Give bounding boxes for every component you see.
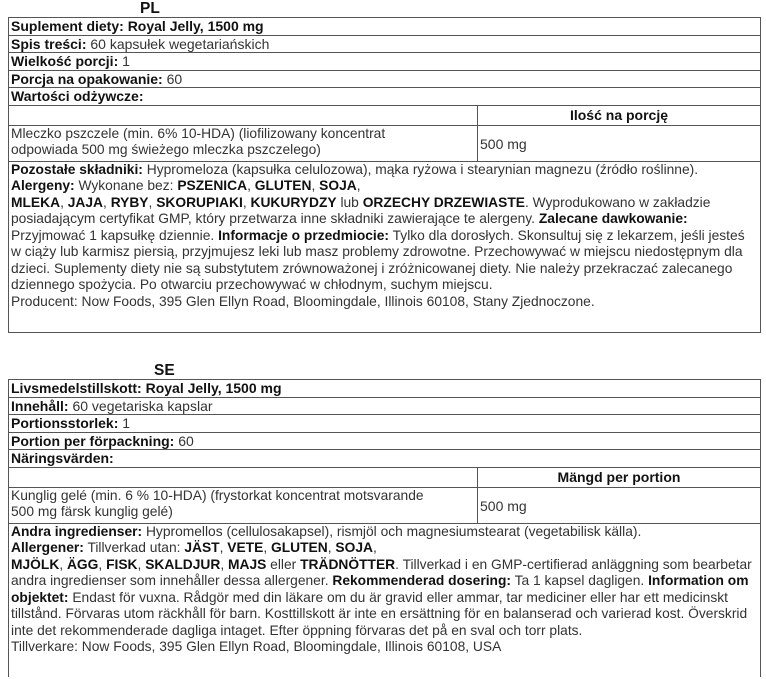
supplement-label: Suplement diety: xyxy=(11,18,124,34)
nutrition-label: Wartości odżywcze: xyxy=(11,88,144,104)
ingredient-line-1: Mleczko pszczele (min. 6% 10-HDA) (liofilizowany koncentrat xyxy=(11,125,386,141)
servings-label: Portion per förpackning: xyxy=(11,432,175,449)
label-box-pl xyxy=(8,17,761,333)
other-ingredients xyxy=(11,524,758,541)
amount-header: Mängd per portion xyxy=(557,468,681,485)
servings-value: 60 xyxy=(178,432,194,449)
allergens-block: MJÖLK, ÄGG, FISK, SKALDJUR, MAJS eller TRÄDNÖTTER. Tillverkad i en GMP-certifierad anläggning som bearbetar andra ingredienser som innehåller dessa allergener. Rekommenderad dosering: Ta 1 kapsel dagligen. Information om objektet: Endast för vuxna. Rådgör med din läkare om du är gravid eller ammar, tar mediciner eller har ett medicinskt tillstånd. Förvaras utom räckhåll för barn. Kosttillskott är inte en ersättning för en balanserad och varierad kost. Överskrid inte det rekommenderade dagliga intaget. Efter öppning förvaras det på en sval och torr plats. xyxy=(11,556,752,638)
serving-label: Wielkość porcji: xyxy=(11,53,119,69)
allergen: MLEKA xyxy=(11,194,61,210)
allergen: JÄST xyxy=(184,540,220,555)
servings-row xyxy=(9,71,760,89)
producer: Tillverkare: Now Foods, 395 Glen Ellyn Road, Bloomingdale, Illinois 60108, USA xyxy=(11,639,502,654)
info-label: Informacje o przedmiocie: xyxy=(218,227,390,243)
allergen: KUKURYDZY xyxy=(250,194,337,210)
nutrition-table-row xyxy=(9,488,760,524)
serving-row xyxy=(9,415,760,433)
other-label: Andra ingredienser: xyxy=(11,523,143,539)
nutrition-table-header xyxy=(9,106,760,126)
contents-row xyxy=(9,36,760,54)
servings-row xyxy=(9,433,760,451)
allergen: JAJA xyxy=(67,194,104,210)
serving-row xyxy=(9,53,760,71)
allergen: MJÖLK xyxy=(11,556,60,572)
ingredient-line-1: Kunglig gelé (min. 6 % 10-HDA) (frystorkat koncentrat motsvarande xyxy=(11,487,424,503)
nutrition-table-header xyxy=(9,468,760,488)
other-label: Pozostałe składniki: xyxy=(11,161,143,177)
allergen: PSZENICA xyxy=(177,178,248,193)
contents-label: Spis treści: xyxy=(11,35,87,52)
nutrition-table-row xyxy=(9,126,760,162)
label-box-se xyxy=(8,379,761,677)
ingredient-amount: 500 mg xyxy=(480,497,527,514)
allergens-block: MLEKA, JAJA, RYBY, SKORUPIAKI, KUKURYDZY lub ORZECHY DRZEWIASTE. Wyprodukowano w zakładzie posiadającym certyfikat GMP, który przetwarza inne składniki zawierające te alergeny. Zalecane dawkowanie: Przyjmować 1 kapsułkę dziennie. Informacje o przedmiocie: Tylko dla dorosłych. Skonsultuj się z lekarzem, jeśli jesteś w ciąży lub karmisz piersią, przyjmujesz leki lub masz problemy zdrowotne. Przechowywać w miejscu niedostępnym dla dzieci. Suplementy diety nie są substytutem zrównoważonej i zróżnicowanej diety. Nie należy przekraczać zalecanego dziennego spożycia. Po otwarciu przechowywać w chłodnym, suchym miejscu. xyxy=(11,194,745,292)
ingredient-cell xyxy=(9,126,478,161)
lang-heading-pl: PL xyxy=(140,0,160,17)
supplement-row xyxy=(9,380,760,398)
producer: Producent: Now Foods, 395 Glen Ellyn Road, Bloomingdale, Illinois 60108, Stany Zjednoczone. xyxy=(11,293,595,309)
info-value: Tylko dla dorosłych. Skonsultuj się z lekarzem, jeśli jesteś w ciąży lub karmisz piersią, przyjmujesz leki lub masz problemy zdrowotne. Przechowywać w miejscu niedostępnym dla dzieci. Suplementy diety nie są substytutem zrównoważonej i zróżnicowanej diety. Nie należy przekraczać zalecanego dziennego spożycia. Po otwarciu przechowywać w chłodnym, suchym miejscu. xyxy=(11,227,745,292)
ingredient-cell xyxy=(9,488,478,523)
allergen: FISK xyxy=(106,556,138,572)
ingredient-line-2: 500 mg färsk kunglig gelé) xyxy=(11,504,173,519)
supplement-label: Livsmedelstillskott: xyxy=(11,380,142,396)
other-value: Hypromeloza (kapsułka celulozowa), mąka ryżowa i stearynian magnezu (źródło roślinne). xyxy=(146,161,699,177)
other-ingredients xyxy=(11,162,758,179)
allergen: SOJA xyxy=(319,178,357,193)
header-empty-cell xyxy=(9,106,478,125)
details-paragraph xyxy=(9,524,760,656)
header-empty-cell xyxy=(9,468,478,487)
allergens-label: Alergeny: xyxy=(11,178,75,193)
allergen: ÄGG xyxy=(66,556,99,572)
serving-label: Portionsstorlek: xyxy=(11,415,119,431)
allergen: SKORUPIAKI xyxy=(156,194,243,210)
allergens-intro: Tillverkad utan: xyxy=(87,540,181,555)
allergen: RYBY xyxy=(110,194,149,210)
dosage-value: Przyjmować 1 kapsułkę dziennie. xyxy=(11,227,215,243)
allergen-or: lub xyxy=(340,194,359,210)
servings-value: 60 xyxy=(166,70,183,87)
ingredient-amount: 500 mg xyxy=(480,135,527,152)
contents-value: 60 kapsułek wegetariańskich xyxy=(90,35,270,52)
contents-label: Innehåll: xyxy=(11,397,69,414)
allergens-text: Tillverkad i en GMP-certifierad anläggning som bearbetar andra ingredienser som innehåller dessa allergener. xyxy=(11,556,752,588)
allergen: GLUTEN xyxy=(254,178,312,193)
allergen: SKALDJUR xyxy=(145,556,221,572)
allergen: TRÄDNÖTTER xyxy=(300,556,396,572)
supplement-value: Royal Jelly, 1500 mg xyxy=(145,380,282,396)
serving-value: 1 xyxy=(122,53,130,69)
info-label: Information om objektet: xyxy=(11,573,749,605)
nutrition-row xyxy=(9,88,760,106)
allergen-or: eller xyxy=(270,556,297,572)
allergen: ORZECHY DRZEWIASTE xyxy=(362,194,525,210)
lang-heading-se: SE xyxy=(154,362,175,379)
dosage-label: Rekommenderad dosering: xyxy=(332,573,512,588)
dosage-label: Zalecane dawkowanie: xyxy=(538,211,688,226)
allergens-line: Allergener: Tillverkad utan: JÄST, VETE, GLUTEN, SOJA, xyxy=(11,540,377,555)
allergens-intro: Wykonane bez: xyxy=(78,178,174,193)
allergens-line: Alergeny: Wykonane bez: PSZENICA, GLUTEN, SOJA, xyxy=(11,178,361,193)
nutrition-label: Näringsvärden: xyxy=(11,450,114,466)
allergen: GLUTEN xyxy=(271,540,328,555)
nutrition-row xyxy=(9,450,760,468)
dosage-value: Ta 1 kapsel dagligen. xyxy=(514,573,645,588)
allergens-label: Allergener: xyxy=(11,540,84,555)
contents-row xyxy=(9,398,760,416)
allergen: VETE xyxy=(227,540,264,555)
servings-label: Porcja na opakowanie: xyxy=(11,70,163,87)
other-value: Hypromellos (cellulosakapsel), rismjöl och magnesiumstearat (vegetabilisk källa). xyxy=(145,523,642,539)
serving-value: 1 xyxy=(122,415,131,431)
info-value: Endast för vuxna. Rådgör med din läkare om du är gravid eller ammar, tar mediciner eller har ett medicinskt tillstånd. Förvaras utom räckhåll för barn. Kosttillskott är inte en ersättning för en balanserad och varierad kost. Överskrid inte det rekommenderade dagliga intaget. Efter öppning förvaras det på en sval och torr plats. xyxy=(11,589,748,638)
supplement-value: Royal Jelly, 1500 mg xyxy=(127,18,264,34)
supplement-row xyxy=(9,18,760,36)
allergens-text: Wyprodukowano w zakładzie posiadającym certyfikat GMP, który przetwarza inne składniki zawierające te alergeny. xyxy=(11,194,711,226)
allergen: SOJA xyxy=(335,540,373,555)
contents-value: 60 vegetariska kapslar xyxy=(72,397,213,414)
details-paragraph xyxy=(9,162,760,311)
amount-header: Ilość na porcję xyxy=(569,106,669,123)
allergen: MAJS xyxy=(227,556,267,572)
ingredient-line-2: odpowiada 500 mg świeżego mleczka pszczelego) xyxy=(11,142,321,157)
